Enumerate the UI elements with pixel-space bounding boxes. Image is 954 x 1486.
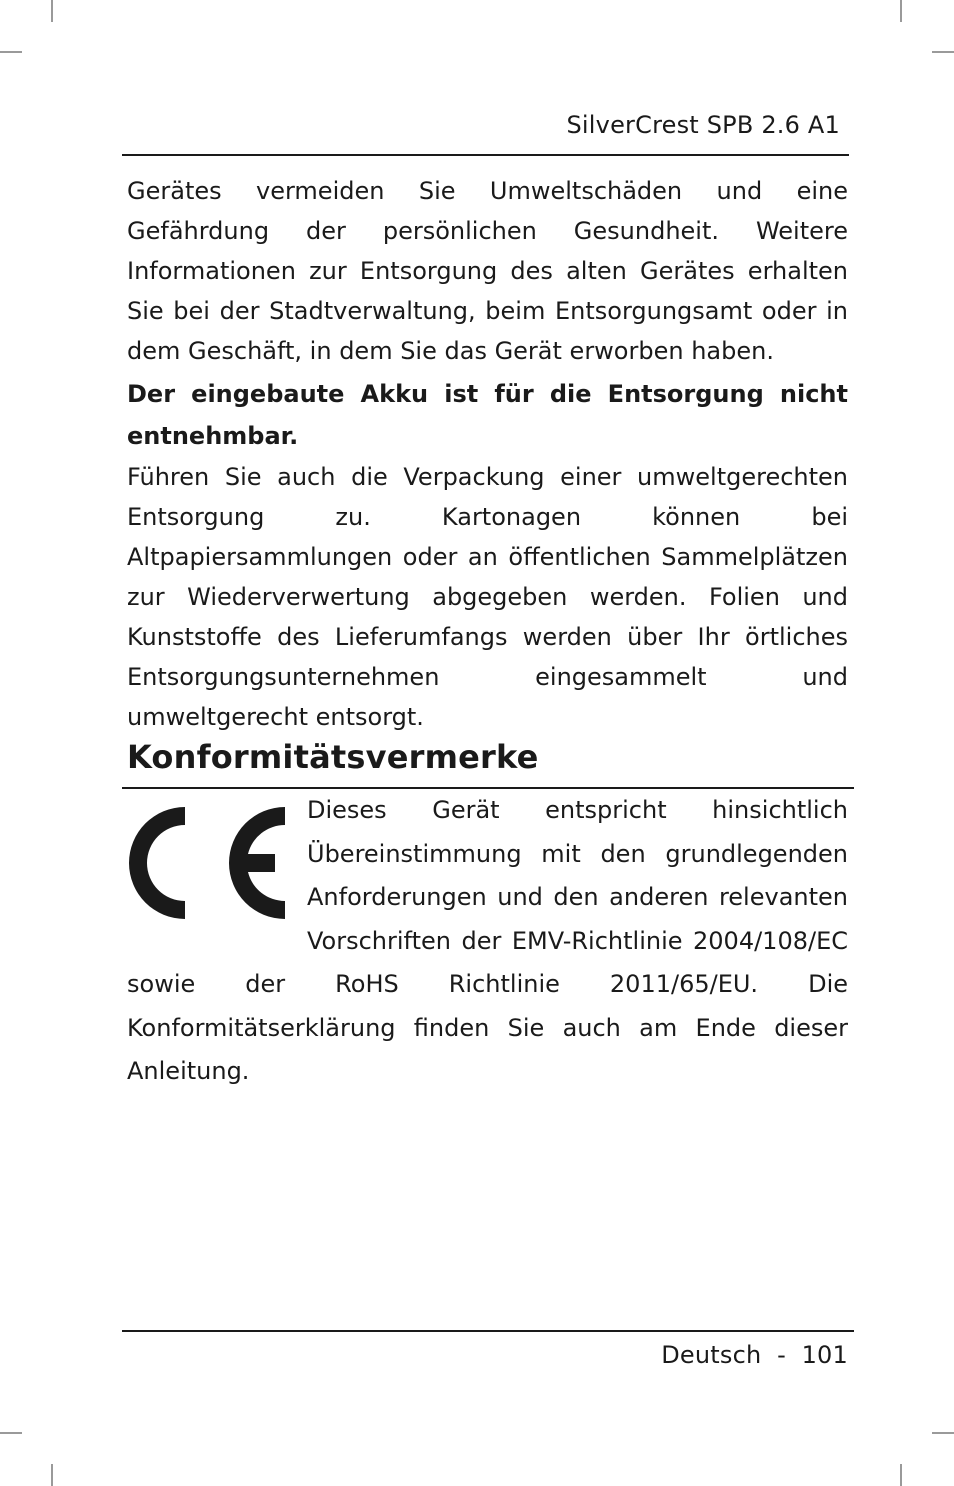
crop-mark <box>900 1464 902 1486</box>
disposal-section <box>127 171 848 737</box>
page-number: Deutsch - 101 <box>661 1341 848 1369</box>
section-heading: Konformitätsvermerke <box>127 738 539 776</box>
running-header: SilverCrest SPB 2.6 A1 <box>566 111 840 139</box>
crop-mark <box>900 0 902 22</box>
crop-mark <box>0 51 22 53</box>
conformity-text: Dieses Gerät entspricht hinsichtlich Übereinstimmung mit den grundlegenden Anforderungen und den anderen relevanten Vorschriften der EMV-Richtlinie 2004/108/EC sowie der RoHS Richtlinie 2011/65/EU. Die Konformitätserklärung finden Sie auch am Ende dieser Anleitung. <box>127 796 848 1085</box>
crop-mark <box>932 1432 954 1434</box>
crop-mark <box>932 51 954 53</box>
footer-rule <box>122 1330 854 1332</box>
crop-mark <box>0 1432 22 1434</box>
crop-mark <box>51 1464 53 1486</box>
ce-mark-icon <box>123 801 289 925</box>
header-rule <box>122 154 849 156</box>
packaging-paragraph: Führen Sie auch die Verpackung einer umweltgerechten Entsorgung zu. Kartonagen können bei Altpapiersammlungen oder an öffentlichen Sammelplätzen zur Wiederverwertung abgegeben werden. Folien und Kunststoffe des Lieferumfangs werden über Ihr örtliches Entsorgungsunternehmen eingesammelt und umweltgerecht entsorgt. <box>127 463 848 731</box>
disposal-paragraph: Gerätes vermeiden Sie Umweltschäden und eine Gefährdung der persönlichen Gesundheit. Weitere Informationen zur Entsorgung des alten Gerätes erhalten Sie bei der Stadtverwaltung, beim Entsorgungsamt oder in dem Geschäft, in dem Sie das Gerät erworben haben. <box>127 177 848 365</box>
conformity-section <box>127 789 848 1094</box>
crop-mark <box>51 0 53 22</box>
battery-note: Der eingebaute Akku ist für die Entsorgung nicht entnehmbar. <box>127 380 848 450</box>
